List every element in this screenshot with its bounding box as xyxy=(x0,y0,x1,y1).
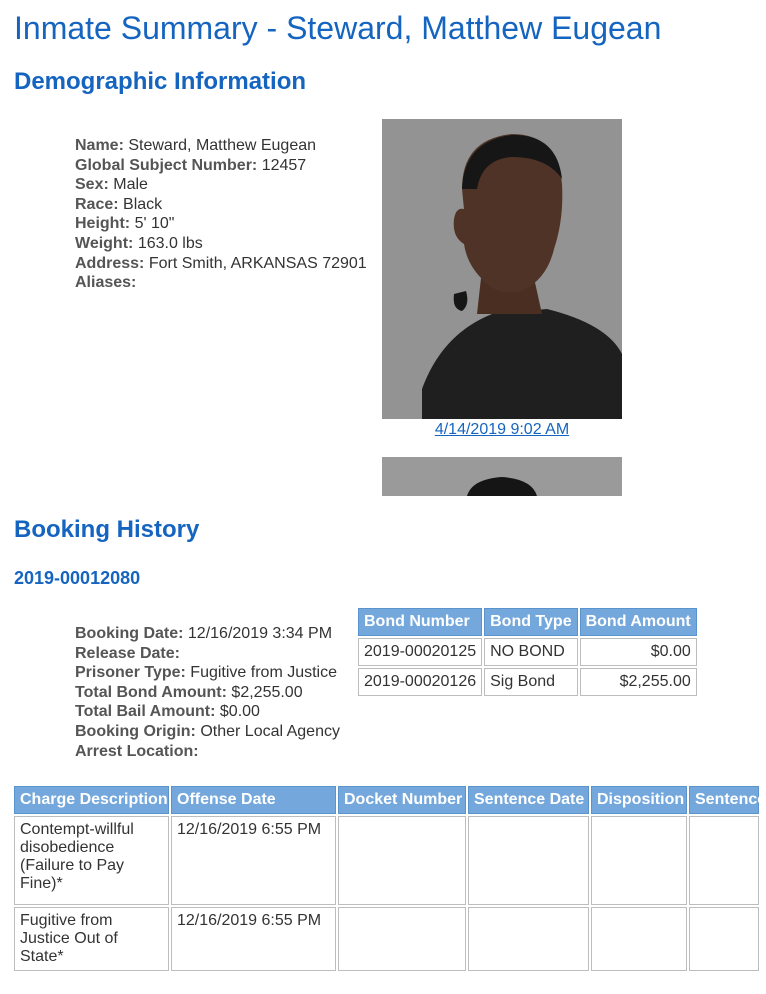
table-row xyxy=(358,638,697,666)
docket-number xyxy=(338,907,466,971)
sentence-date-header: Sentence Date xyxy=(468,786,589,814)
offense-date: 12/16/2019 6:55 PM xyxy=(171,816,336,905)
booking-info xyxy=(75,624,340,761)
disposition-header: Disposition xyxy=(591,786,687,814)
field-booking-date: Booking Date: 12/16/2019 3:34 PM xyxy=(75,625,333,642)
photo-date-link[interactable]: 4/14/2019 9:02 AM xyxy=(434,421,570,438)
offense-date: 12/16/2019 6:55 PM xyxy=(171,907,336,971)
sentence-header: Sentence xyxy=(689,786,759,814)
demographic-heading: Demographic Information xyxy=(14,68,307,95)
table-row xyxy=(358,668,697,696)
field-release-date: Release Date: xyxy=(75,644,180,662)
field-height: Height: 5' 10" xyxy=(75,215,175,233)
booking-history-heading: Booking History xyxy=(14,516,200,543)
bond-type: NO BOND xyxy=(484,638,577,666)
bonds-header-row xyxy=(358,608,697,636)
field-address: Address: Fort Smith, ARKANSAS 72901 xyxy=(75,254,367,272)
booking-number: 2019-00012080 xyxy=(14,568,141,588)
bond-amount: $2,255.00 xyxy=(580,668,697,696)
page-title: Inmate Summary - Steward, Matthew Eugean xyxy=(14,10,662,46)
charge-description-header: Charge Description xyxy=(14,786,169,814)
docket-number xyxy=(338,816,466,905)
docket-number-header: Docket Number xyxy=(338,786,466,814)
charge-description: Fugitive from Justice Out of State* xyxy=(14,907,169,971)
bond-number: 2019-00020126 xyxy=(358,668,482,696)
sentence xyxy=(689,907,759,971)
sentence xyxy=(689,816,759,905)
frontal-silhouette-icon xyxy=(382,457,622,496)
sentence-date xyxy=(468,907,589,971)
bond-amount: $0.00 xyxy=(580,638,697,666)
profile-silhouette-icon xyxy=(382,119,622,419)
field-prisoner-type: Prisoner Type: Fugitive from Justice xyxy=(75,664,338,682)
field-global-subject-number: Global Subject Number: 12457 xyxy=(75,156,307,174)
bond-type-header: Bond Type xyxy=(484,608,577,636)
field-weight: Weight: 163.0 lbs xyxy=(75,234,203,252)
bonds-table xyxy=(356,606,699,698)
table-row xyxy=(14,907,759,971)
field-race: Race: Black xyxy=(75,195,163,213)
field-arrest-location: Arrest Location: xyxy=(75,742,199,760)
disposition xyxy=(591,907,687,971)
inmate-photo-2[interactable] xyxy=(382,457,622,496)
charges-clip xyxy=(0,784,766,994)
field-total-bail-amount: Total Bail Amount: $0.00 xyxy=(75,703,260,721)
inmate-photo[interactable] xyxy=(382,119,622,419)
field-aliases: Aliases: xyxy=(75,274,137,292)
field-sex: Sex: Male xyxy=(75,176,148,194)
sentence-date xyxy=(468,816,589,905)
bond-number-header: Bond Number xyxy=(358,608,482,636)
offense-date-header: Offense Date xyxy=(171,786,336,814)
field-total-bond-amount: Total Bond Amount: $2,255.00 xyxy=(75,683,303,701)
field-name: Name: Steward, Matthew Eugean xyxy=(75,137,317,154)
charges-table xyxy=(12,784,766,973)
field-booking-origin: Booking Origin: Other Local Agency xyxy=(75,722,340,740)
bond-number: 2019-00020125 xyxy=(358,638,482,666)
demographic-info xyxy=(75,136,367,293)
table-row xyxy=(14,816,759,905)
bond-type: Sig Bond xyxy=(484,668,577,696)
charge-description: Contempt-willful disobedience (Failure to Pay Fine)* xyxy=(14,816,169,905)
disposition xyxy=(591,816,687,905)
bond-amount-header: Bond Amount xyxy=(580,608,697,636)
charges-header-row xyxy=(14,786,759,814)
